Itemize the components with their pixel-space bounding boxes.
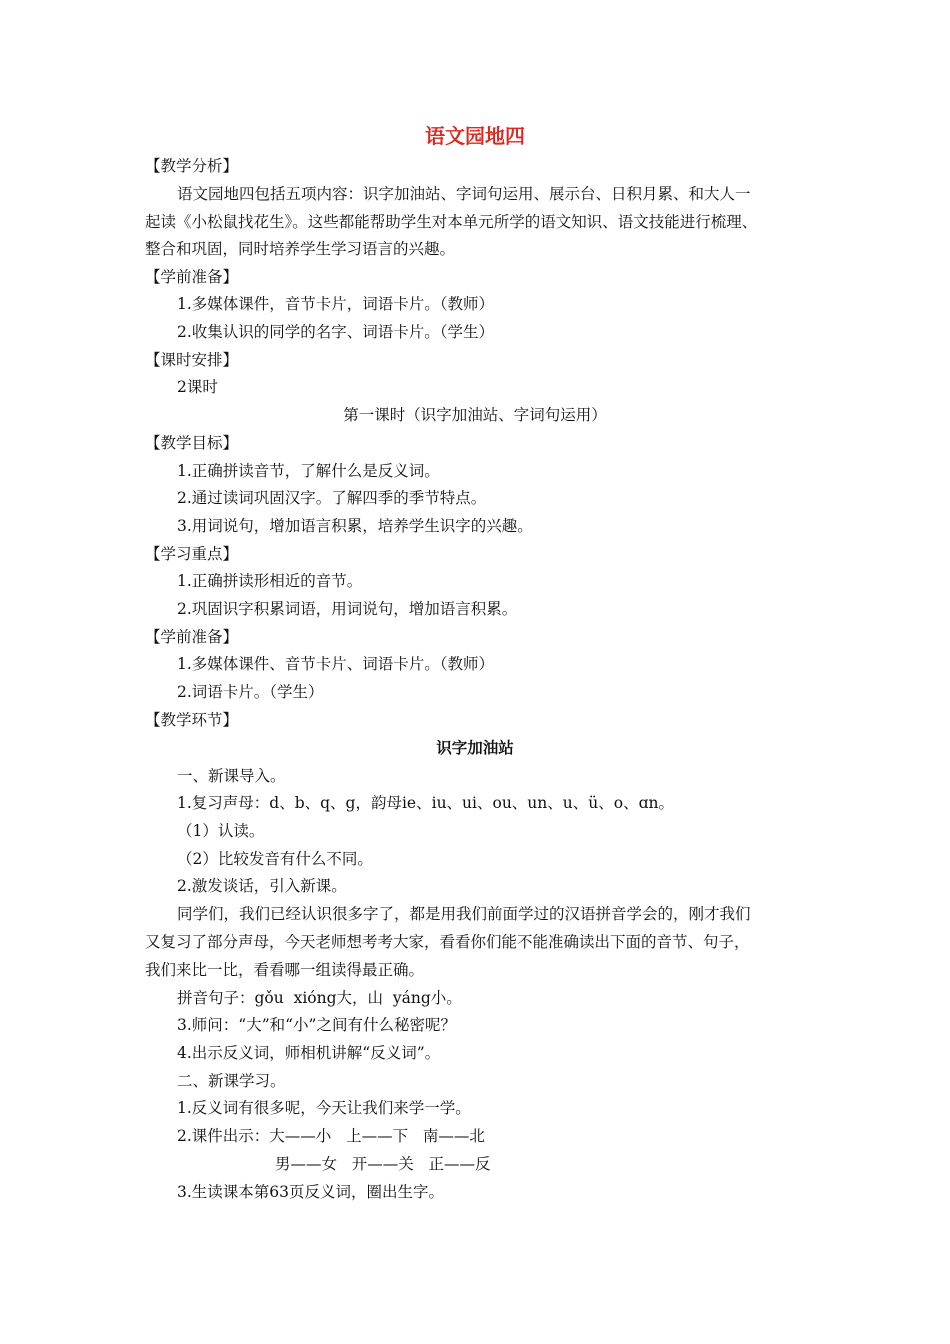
list-item: 3.用词说句，增加语言积累，培养学生识字的兴趣。: [177, 517, 533, 535]
paragraph-line: 又复习了部分声母，今天老师想考考大家，看看你们能不能准确读出下面的音节、句子，: [145, 933, 750, 951]
list-item: 4.出示反义词，师相机讲解“反义词”。: [177, 1044, 441, 1062]
list-item: 3.师问：“大”和“小”之间有什么秘密呢？: [177, 1016, 456, 1034]
list-item: 1.多媒体课件，音节卡片，词语卡片。（教师）: [177, 295, 495, 313]
paragraph-line: 2课时: [177, 378, 218, 396]
section-heading: 【学前准备】: [145, 628, 239, 646]
paragraph-line: 我们来比一比，看看哪一组读得最正确。: [145, 961, 425, 979]
list-item: 2.通过读词巩固汉字。了解四季的季节特点。: [177, 489, 487, 507]
list-item: 2.激发谈话，引入新课。: [177, 877, 347, 895]
paragraph-line: 整合和巩固，同时培养学生学习语言的兴趣。: [145, 240, 456, 258]
subsection-title: 第一课时（识字加油站、字词句运用）: [343, 406, 607, 424]
subsection-title: 识字加油站: [436, 738, 514, 757]
list-item: 2.课件出示：大——小 上——下 南——北: [177, 1127, 485, 1145]
section-heading: 【教学目标】: [145, 434, 239, 452]
list-item: （1）认读。: [177, 822, 265, 840]
list-item: 3.生读课本第63页反义词，圈出生字。: [177, 1183, 445, 1201]
list-item: 1.多媒体课件、音节卡片、词语卡片。（教师）: [177, 655, 495, 673]
list-item: 1.正确拼读形相近的音节。: [177, 572, 363, 590]
list-item: （2）比较发音有什么不同。: [177, 850, 373, 868]
section-heading: 【学前准备】: [145, 268, 239, 286]
paragraph-line: 语文园地四包括五项内容：识字加油站、字词句运用、展示台、日积月累、和大人一: [177, 185, 751, 203]
page-title: 语文园地四: [425, 124, 525, 148]
paragraph-line: 同学们，我们已经认识很多字了，都是用我们前面学过的汉语拼音学会的，刚才我们: [177, 905, 751, 923]
section-heading: 【学习重点】: [145, 545, 239, 563]
paragraph-line: 拼音句子：gǒu xióng大，山 yáng小。: [177, 989, 462, 1007]
paragraph-line: 二、新课学习。: [177, 1072, 286, 1090]
list-item: 1.复习声母：d、b、q、g，韵母ie、iu、ui、ou、un、u、ü、o、ɑn。: [177, 794, 674, 812]
paragraph-line: 起读《小松鼠找花生》。这些都能帮助学生对本单元所学的语文知识、语文技能进行梳理、: [145, 213, 758, 231]
section-heading: 【教学环节】: [145, 711, 239, 729]
paragraph-line: 一、新课导入。: [177, 767, 286, 785]
list-item: 2.词语卡片。（学生）: [177, 683, 324, 701]
section-heading: 【教学分析】: [145, 157, 239, 175]
list-item: 1.正确拼读音节，了解什么是反义词。: [177, 462, 440, 480]
section-heading: 【课时安排】: [145, 351, 239, 369]
list-item: 男——女 开——关 正——反: [275, 1155, 491, 1173]
list-item: 1.反义词有很多呢，今天让我们来学一学。: [177, 1099, 471, 1117]
list-item: 2.巩固识字积累词语，用词说句，增加语言积累。: [177, 600, 518, 618]
list-item: 2.收集认识的同学的名字、词语卡片。（学生）: [177, 323, 495, 341]
